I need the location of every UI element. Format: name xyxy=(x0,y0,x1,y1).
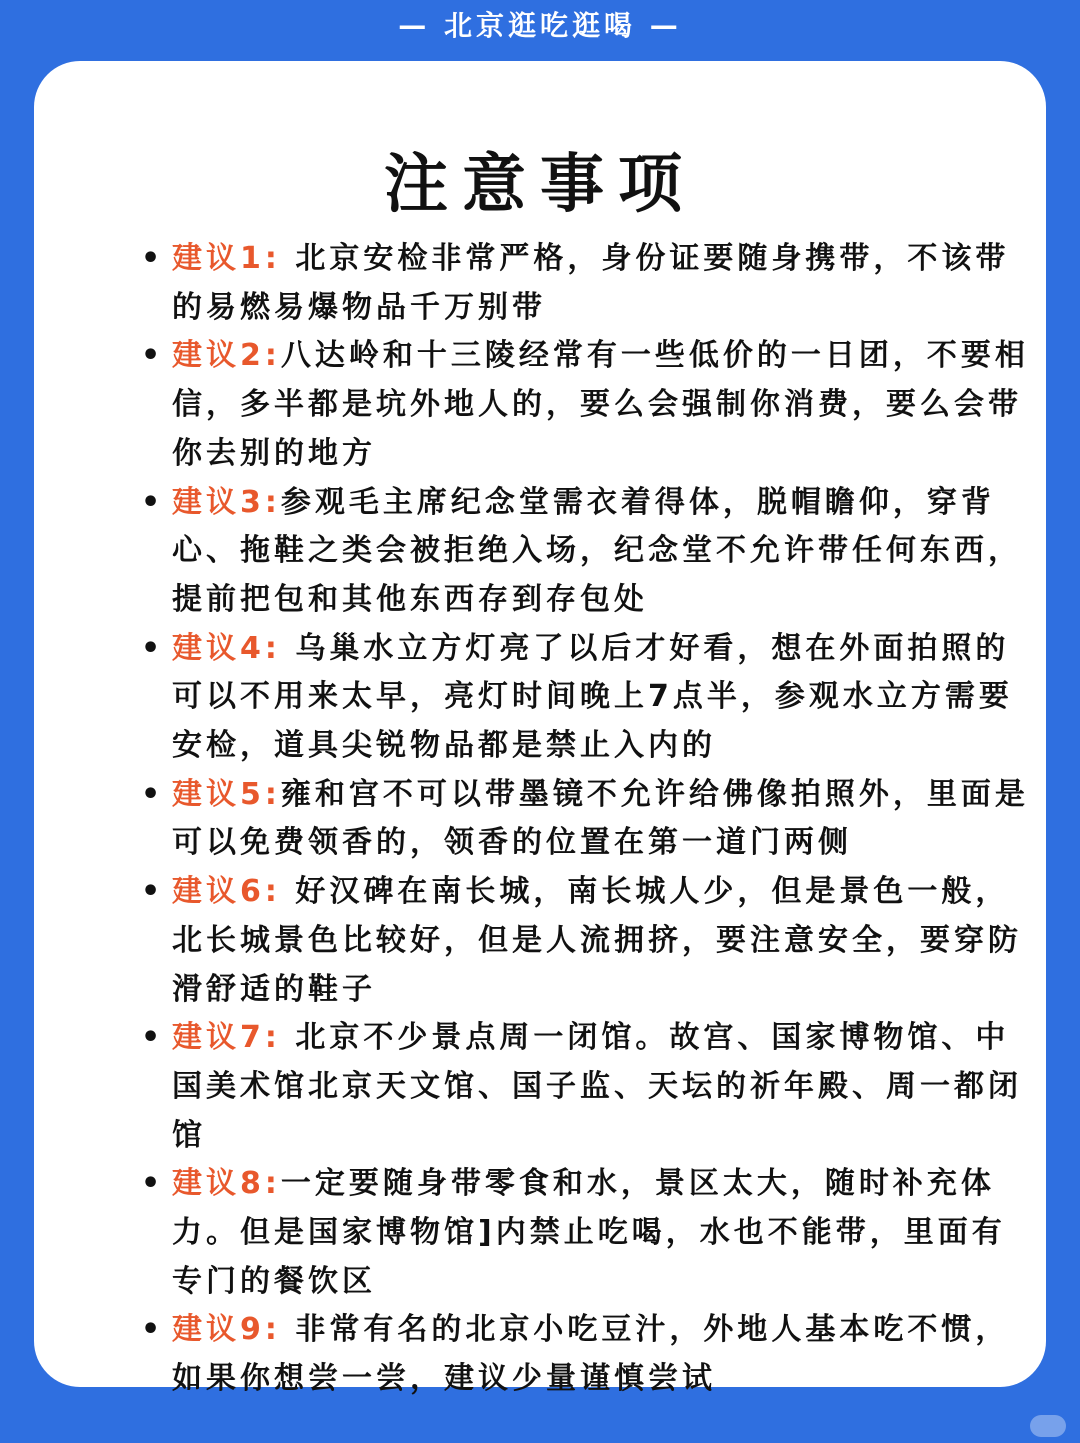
bullet-icon: • xyxy=(141,1312,165,1348)
bullet-icon: • xyxy=(141,484,165,520)
tip-item-5 xyxy=(141,771,1032,868)
tip-label: 建议9: xyxy=(172,1312,281,1348)
tip-item-3 xyxy=(141,479,1032,625)
notice-card xyxy=(34,61,1046,1397)
tip-item-9 xyxy=(141,1306,1032,1403)
tip-text: 乌巢水立方灯亮了以后才好看，想在外面拍照的可以不用来太早，亮灯时间晚上7点半，参观水立方需要安检，道具尖锐物品都是禁止入内的 xyxy=(172,630,1013,764)
watermark-badge xyxy=(1030,1415,1066,1437)
tip-item-1 xyxy=(141,235,1032,332)
bullet-icon: • xyxy=(141,1166,165,1202)
bullet-icon: • xyxy=(141,776,165,812)
tip-text: 北京不少景点周一闭馆。故宫、国家博物馆、中国美术馆北京天文馆、国子监、天坛的祈年殿、周一都闭馆 xyxy=(172,1020,1022,1153)
tip-text: 非常有名的北京小吃豆汁，外地人基本吃不惯，如果你想尝一尝，建议少量谨慎尝试 xyxy=(172,1312,1010,1397)
tip-label: 建议4: xyxy=(172,630,281,666)
bullet-icon: • xyxy=(141,338,165,374)
tip-text: 一定要随身带零食和水，景区太大，随时补充体力。但是国家博物馆]内禁止吃喝，水也不能带，里面有专门的餐饮区 xyxy=(172,1166,1006,1299)
page-title: 注意事项 xyxy=(384,148,696,222)
tip-item-6 xyxy=(141,868,1032,1014)
tip-text: 八达岭和十三陵经常有一些低价的一日团，不要相信，多半都是坑外地人的，要么会强制你消费，要么会带你去别的地方 xyxy=(172,338,1029,471)
tip-text: 参观毛主席纪念堂需衣着得体，脱帽瞻仰，穿背心、拖鞋之类会被拒绝入场，纪念堂不允许带任何东西，提前把包和其他东西存到存包处 xyxy=(172,484,1022,617)
tip-item-4 xyxy=(141,625,1032,771)
tip-text: 北京安检非常严格，身份证要随身携带，不该带的易燃易爆物品千万别带 xyxy=(172,241,1010,325)
tip-label: 建议1: xyxy=(172,241,281,276)
bullet-icon: • xyxy=(141,874,165,910)
tip-text: 好汉碑在南长城，南长城人少，但是景色一般，北长城景色比较好，但是人流拥挤，要注意安全，要穿防滑舒适的鞋子 xyxy=(172,874,1022,1007)
bullet-icon: • xyxy=(141,1020,165,1056)
tip-label: 建议3: xyxy=(172,484,281,520)
bullet-icon: • xyxy=(141,241,165,276)
tip-label: 建议6: xyxy=(172,874,281,910)
tip-label: 建议5: xyxy=(172,776,281,812)
tip-label: 建议8: xyxy=(172,1166,281,1202)
bullet-icon: • xyxy=(141,630,165,666)
top-banner-title: — 北京逛吃逛喝 — xyxy=(398,9,682,42)
tip-label: 建议7: xyxy=(172,1020,281,1056)
tip-item-7 xyxy=(141,1014,1032,1160)
tip-item-2 xyxy=(141,332,1032,478)
tip-item-8 xyxy=(141,1160,1032,1306)
tips-list xyxy=(141,235,1032,1404)
tip-label: 建议2: xyxy=(172,338,281,374)
tip-text: 雍和宫不可以带墨镜不允许给佛像拍照外，里面是可以免费领香的，领香的位置在第一道门两侧 xyxy=(172,776,1029,861)
